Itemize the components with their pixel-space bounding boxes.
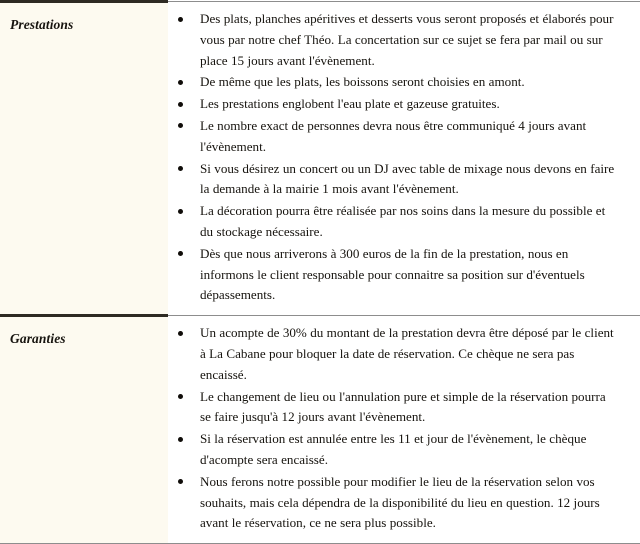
row-body-cell-prestations (168, 2, 640, 316)
list-item-text: Le changement de lieu ou l'annulation pure et simple de la réservation pourra se faire jusqu'à 12 jours avant l'évènement. (200, 388, 606, 425)
list-item-text: Si la réservation est annulée entre les 11 et jour de l'évènement, le chèque d'acompte sera encaissé. (200, 431, 587, 467)
row-body-cell-garanties (168, 316, 640, 544)
list-item (168, 472, 615, 534)
list-item-text: Le nombre exact de personnes devra nous être communiqué 4 jours avant l'évènement. (200, 117, 587, 154)
bullet-icon (178, 123, 183, 128)
bullet-icon (178, 437, 183, 442)
list-item (168, 429, 615, 471)
row-label-cell-garanties (0, 316, 168, 544)
bullet-icon (178, 80, 183, 85)
list-item (168, 72, 615, 93)
list-item-text: Dès que nous arriverons à 300 euros de la fin de la prestation, nous en informons le client responsable pour connaitre sa position sur d'éventuels dépassements. (200, 245, 585, 303)
list-item-text: Nous ferons notre possible pour modifier le lieu de la réservation selon vos souhaits, mais cela dépendra de la disponibilité du lieu en question. 12 jours avant le réservation, ce ne sera plus possible. (200, 473, 600, 531)
list-item (168, 387, 615, 429)
list-item-text: Des plats, planches apéritives et desserts vous seront proposés et élaborés pour vous par notre chef Théo. La concertation sur ce sujet se fera par mail ou sur place 15 jours avant l'évènement. (200, 11, 614, 68)
bullet-icon (178, 209, 183, 214)
bullet-icon (178, 331, 183, 336)
list-item (168, 244, 615, 306)
row-label-cell-prestations (0, 2, 168, 316)
bullet-list-garanties (168, 323, 615, 534)
row-label-prestations: Prestations (10, 17, 74, 32)
list-item (168, 201, 615, 243)
list-item (168, 9, 615, 71)
list-item (168, 94, 615, 115)
bullet-icon (178, 166, 183, 171)
bullet-icon (178, 17, 183, 22)
bullet-icon (178, 102, 183, 107)
list-item (168, 159, 615, 201)
table-row-garanties (0, 316, 640, 544)
row-label-garanties: Garanties (10, 331, 66, 347)
list-item-text: La décoration pourra être réalisée par nos soins dans la mesure du possible et du stockage nécessaire. (200, 203, 606, 239)
bullet-icon (178, 394, 183, 399)
bullet-icon (178, 251, 183, 256)
list-item-text: Un acompte de 30% du montant de la prestation devra être déposé par le client à La Cabane pour bloquer la date de réservation. Ce chèque ne sera pas encaissé. (200, 325, 614, 382)
list-item-text: Si vous désirez un concert ou un DJ avec table de mixage nous devons en faire la demande à la mairie 1 mois avant l'évènement. (200, 160, 615, 197)
list-item-text: Les prestations englobent l'eau plate et gazeuse gratuites. (200, 96, 500, 112)
list-item-text: De même que les plats, les boissons seront choisies en amont. (200, 74, 525, 90)
table-row-prestations (0, 2, 640, 316)
list-item (168, 116, 615, 158)
bullet-list-prestations (168, 9, 615, 306)
list-item (168, 323, 615, 385)
table-body (0, 2, 640, 544)
